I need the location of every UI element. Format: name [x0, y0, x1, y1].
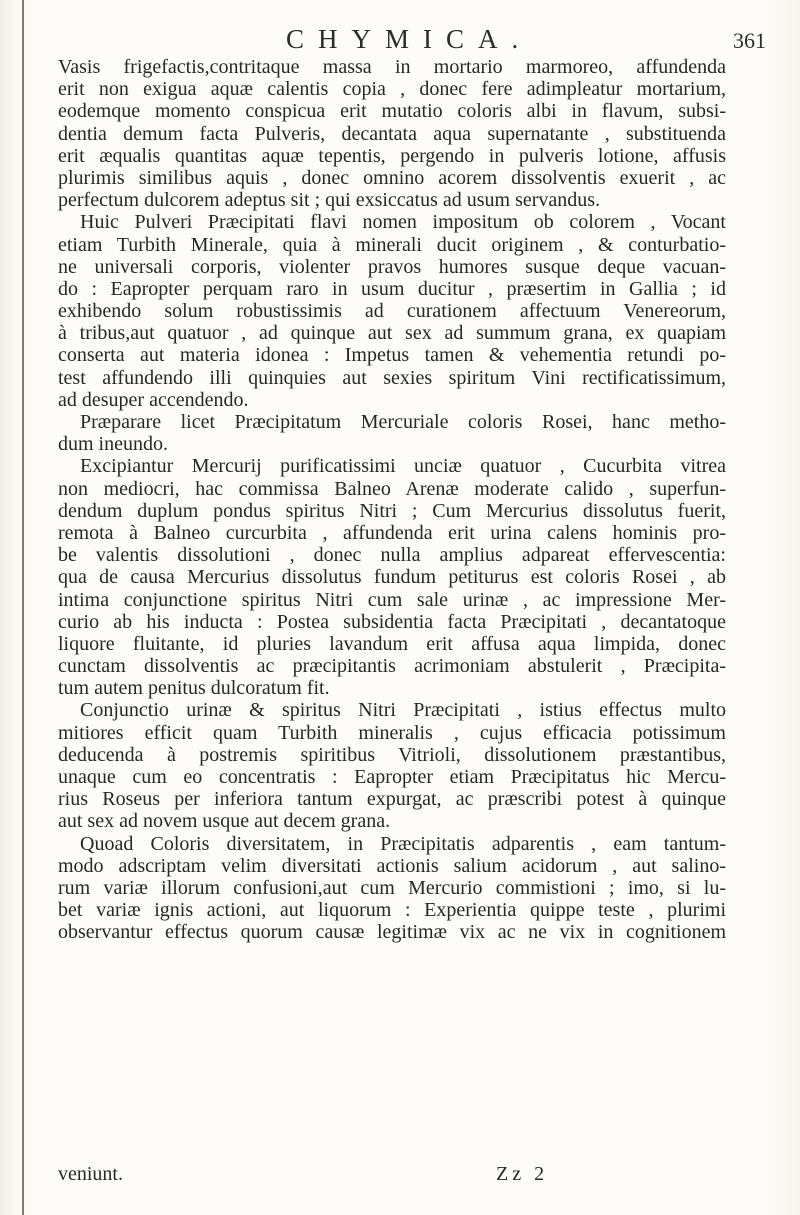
- text-line: mitiores efficit quam Turbith mineralis , cujus efficacia potissimum: [58, 721, 726, 744]
- text-line: dum ineundo.: [58, 433, 168, 456]
- paragraph-start-line: Quoad Coloris diversitatem, in Præcipitatis adparentis , eam tantum-: [80, 832, 726, 855]
- text-line: deducenda à postremis spiritibus Vitrioli, dissolutionem præstantibus,: [58, 743, 726, 766]
- catchword: veniunt.: [58, 1163, 123, 1185]
- paragraph-start-line: Præparare licet Præcipitatum Mercuriale coloris Rosei, hanc metho-: [80, 411, 726, 433]
- text-line: Vasis frigefactis,contritaque massa in mortario marmoreo, affundenda: [58, 56, 726, 78]
- paragraph-start-line: Conjunctio urinæ & spiritus Nitri Præcipitati , istius effectus multo: [80, 699, 726, 722]
- paragraph-start-line: Excipiantur Mercurij purificatissimi unciæ quatuor , Cucurbita vitrea: [80, 455, 726, 478]
- text-line: erit æqualis quantitas aquæ tepentis, pergendo in pulveris lotione, affusis: [58, 144, 726, 167]
- text-line: non mediocri, hac commissa Balneo Arenæ moderate calido , superfun-: [58, 477, 726, 500]
- text-line: perfectum dulcorem adeptus sit ; qui exsiccatus ad usum servandus.: [58, 189, 601, 212]
- text-line: eodemque momento conspicua erit mutatio coloris albi in flavum, subsi-: [58, 100, 726, 123]
- text-line: tum autem penitus dulcoratum fit.: [58, 677, 330, 700]
- text-line: cunctam dissolventis ac præcipitantis acrimoniam abstulerit , Præcipita-: [58, 655, 726, 678]
- text-line: dendum duplum pondus spiritus Nitri ; Cum Mercurius dissolutus fuerit,: [58, 499, 726, 522]
- text-line: test affundendo illi quinquies aut sexies spiritum Vini rectificatissimum,: [58, 366, 726, 389]
- paragraph-start-line: Huic Pulveri Præcipitati flavi nomen impositum ob colorem , Vocant: [80, 211, 726, 234]
- page-header: [36, 24, 768, 60]
- text-line: rius Roseus per inferiora tantum expurgat, ac præscribi potest à quinque: [58, 788, 726, 811]
- text-line: liquore fluitante, id pluries lavandum erit affusa aqua limpida, donec: [58, 632, 726, 655]
- text-line: conserta aut materia idonea : Impetus tamen & vehementia retundi po-: [58, 344, 726, 367]
- text-line: dentia demum facta Pulveris, decantata aqua supernatante , substituenda: [58, 122, 726, 145]
- text-line: be valentis dissolutioni , donec nulla amplius adpareat effervescentia:: [58, 544, 726, 567]
- text-line: intima conjunctione spiritus Nitri cum sale urinæ , ac impressione Mer-: [58, 588, 726, 611]
- text-line: modo adscriptam velim diversitati actionis salium acidorum , aut salino-: [58, 854, 726, 877]
- text-line: do : Eapropter perquam raro in usum ducitur , præsertim in Gallia ; id: [58, 277, 726, 300]
- text-line: remota à Balneo curcurbita , affundenda erit urina calens hominis pro-: [58, 521, 726, 544]
- text-line: ne universali corporis, violenter pravos humores susque deque vacuan-: [58, 255, 726, 278]
- text-line: etiam Turbith Minerale, quia à minerali ducit originem , & conturbatio-: [58, 233, 726, 256]
- page-footer: [58, 1163, 726, 1189]
- text-line: bet variæ ignis actioni, aut liquorum : Experientia quippe teste , plurimi: [58, 899, 726, 922]
- binding-gutter: [22, 0, 24, 1215]
- page-number: 361: [733, 28, 766, 53]
- text-line: ad desuper accendendo.: [58, 388, 249, 411]
- text-line: qua de causa Mercurius dissolutus fundum petiturus est coloris Rosei , ab: [58, 566, 726, 589]
- text-line: observantur effectus quorum causæ legitimæ vix ac ne vix in cognitionem: [58, 921, 726, 944]
- text-line: aut sex ad novem usque aut decem grana.: [58, 810, 391, 833]
- body-text: [58, 56, 726, 944]
- text-line: rum variæ illorum confusioni,aut cum Mercurio commistioni ; imo, si lu-: [58, 876, 726, 899]
- text-line: erit non exigua aquæ calentis copia , donec fere adimpleatur mortarium,: [58, 78, 726, 101]
- running-head: CHYMICA.: [286, 24, 533, 54]
- text-line: plurimis similibus aquis , donec omnino acorem dissolventis exuerit , ac: [58, 166, 726, 189]
- text-line: curio ab his inducta : Postea subsidentia facta Præcipitati , decantatoque: [58, 610, 726, 633]
- text-line: unaque cum eo concentratis : Eapropter etiam Præcipitatus hic Mercu-: [58, 766, 726, 788]
- text-line: à tribus,aut quatuor , ad quinque aut sex ad summum grana, ex quapiam: [58, 322, 726, 345]
- text-line: exhibendo solum robustissimis ad curationem affectuum Venereorum,: [58, 300, 726, 323]
- signature-mark: Zz 2: [496, 1163, 549, 1185]
